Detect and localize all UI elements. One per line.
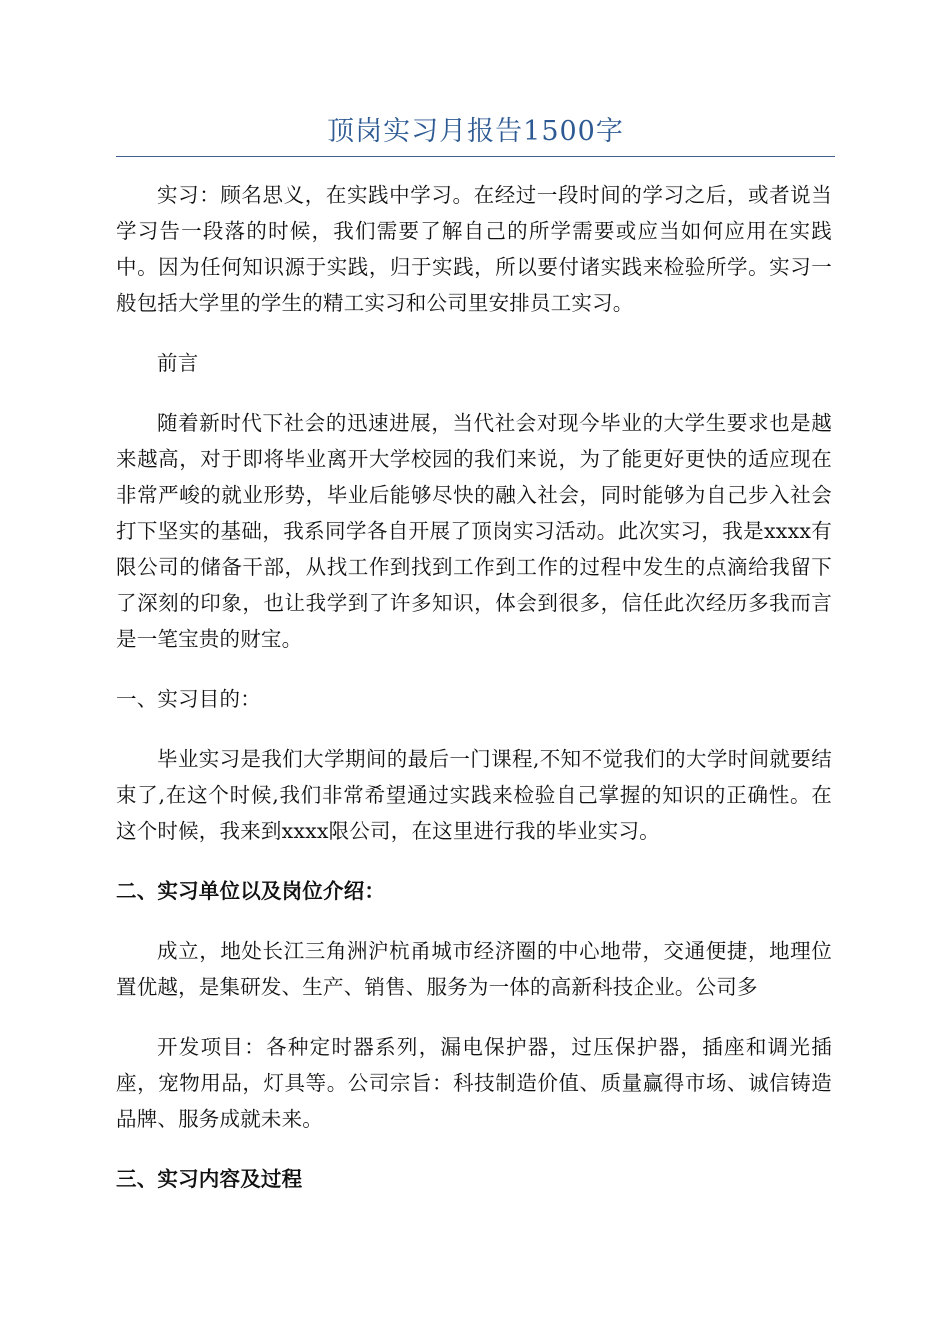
purpose-paragraph: 毕业实习是我们大学期间的最后一门课程,不知不觉我们的大学时间就要结束了,在这个时候,我们非常希望通过实践来检验自己掌握的知识的正确性。在这个时候，我来到xxxx限公司，在这里进行我的毕业实习。 xyxy=(116,747,832,843)
preface-paragraph: 随着新时代下社会的迅速进展，当代社会对现今毕业的大学生要求也是越来越高，对于即将毕业离开大学校园的我们来说，为了能更好更快的适应现在非常严峻的就业形势，毕业后能够尽快的融入社会，同时能够为自己步入社会打下坚实的基础，我系同学各自开展了顶岗实习活动。此次实习，我是xxxx有限公司的储备干部，从找工作到找到工作到工作的过程中发生的点滴给我留下了深刻的印象，也让我学到了许多知识，体会到很多，信任此次经历多我而言是一笔宝贵的财宝。 xyxy=(116,411,832,651)
preface-heading: 前言 xyxy=(157,351,199,375)
document-body xyxy=(116,177,832,1221)
title-block xyxy=(116,112,835,157)
company-paragraph: 成立，地处长江三角洲沪杭甬城市经济圈的中心地带，交通便捷，地理位置优越，是集研发、生产、销售、服务为一体的高新科技企业。公司多 xyxy=(116,939,832,999)
section-heading-content: 三、实习内容及过程 xyxy=(116,1167,303,1191)
document-title: 顶岗实习月报告1500字 xyxy=(327,116,624,147)
section-heading-purpose: 一、实习目的： xyxy=(116,687,261,711)
projects-paragraph: 开发项目：各种定时器系列，漏电保护器，过压保护器，插座和调光插座，宠物用品，灯具等。公司宗旨：科技制造价值、质量赢得市场、诚信铸造品牌、服务成就未来。 xyxy=(116,1035,832,1131)
section-heading-company: 二、实习单位以及岗位介绍： xyxy=(116,879,386,903)
intro-paragraph: 实习：顾名思义，在实践中学习。在经过一段时间的学习之后，或者说当学习告一段落的时候，我们需要了解自己的所学需要或应当如何应用在实践中。因为任何知识源于实践，归于实践，所以要付诸实践来检验所学。实习一般包括大学里的学生的精工实习和公司里安排员工实习。 xyxy=(116,183,832,315)
